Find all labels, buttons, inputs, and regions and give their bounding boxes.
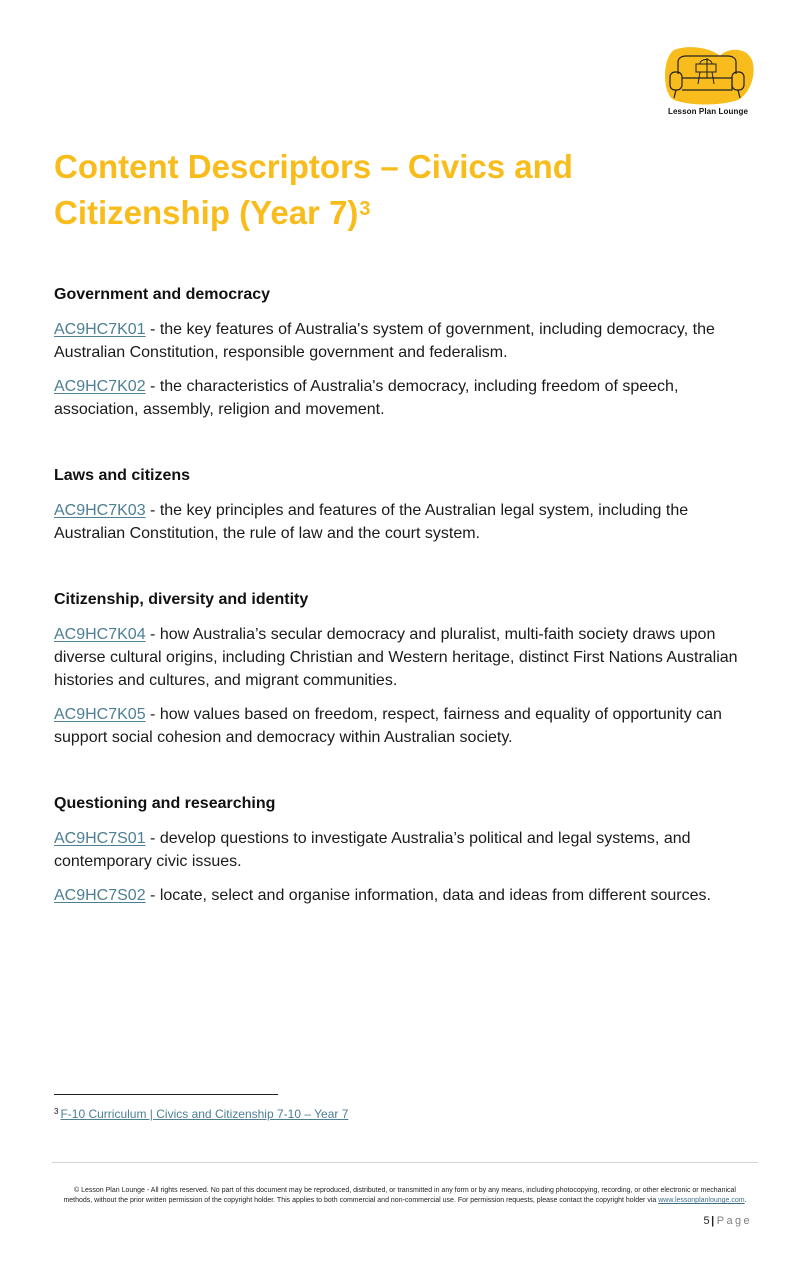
footnote-link[interactable]: F-10 Curriculum | Civics and Citizenship 7-10 – Year 7 bbox=[60, 1107, 349, 1121]
descriptor-code-link[interactable]: AC9HC7K02 bbox=[54, 378, 146, 395]
descriptor-text: - how values based on freedom, respect, fairness and equality of opportunity can support social cohesion and democracy within Australian society. bbox=[54, 706, 722, 746]
sofa-icon bbox=[660, 44, 756, 106]
copyright-end: . bbox=[744, 1197, 747, 1204]
page-word: Page bbox=[716, 1215, 752, 1227]
page-number-value: 5 bbox=[703, 1215, 711, 1227]
descriptor-code-link[interactable]: AC9HC7S01 bbox=[54, 830, 146, 847]
page-title bbox=[54, 144, 694, 236]
descriptor-code-link[interactable]: AC9HC7K05 bbox=[54, 706, 146, 723]
title-footnote-ref[interactable]: 3 bbox=[359, 198, 371, 220]
website-link[interactable]: www.lessonplanlounge.com bbox=[658, 1197, 745, 1204]
section-heading: Government and democracy bbox=[54, 286, 271, 303]
descriptor-text: - the key principles and features of the Australian legal system, including the Australian Constitution, the rule of law and the court system. bbox=[54, 502, 689, 542]
descriptor-item bbox=[54, 703, 754, 749]
section-questioning-and-researching bbox=[54, 793, 754, 907]
descriptor-content bbox=[54, 284, 754, 918]
descriptor-item bbox=[54, 318, 754, 364]
logo-text: Lesson Plan Lounge bbox=[667, 107, 749, 116]
page-number bbox=[704, 1214, 753, 1228]
descriptor-text: - the characteristics of Australia's democracy, including freedom of speech, association, assembly, religion and movement. bbox=[54, 378, 679, 418]
section-citizenship-diversity-identity bbox=[54, 589, 754, 749]
copyright-notice bbox=[60, 1186, 750, 1206]
section-heading: Citizenship, diversity and identity bbox=[54, 591, 309, 608]
descriptor-item bbox=[54, 827, 754, 873]
descriptor-text: - locate, select and organise information, data and ideas from different sources. bbox=[145, 887, 711, 904]
section-government-and-democracy bbox=[54, 284, 754, 421]
descriptor-text: - how Australia’s secular democracy and pluralist, multi-faith society draws upon diverse cultural origins, including Christian and Western heritage, distinct First Nations Australian histories and cultures, and migrant communities. bbox=[54, 626, 738, 689]
descriptor-text: - develop questions to investigate Australia’s political and legal systems, and contemporary civic issues. bbox=[54, 830, 691, 870]
descriptor-code-link[interactable]: AC9HC7S02 bbox=[54, 887, 146, 904]
footer-divider bbox=[52, 1162, 758, 1163]
copyright-text: © Lesson Plan Lounge - All rights reserved. No part of this document may be reproduced, distributed, or transmitted in any form or by any means, including photocopying, recording, or other electronic or mechanical methods, without the prior written permission of the copyright holder. This applies to both commercial and non-commercial use. For permission requests, please contact the copyright holder via bbox=[63, 1187, 736, 1204]
footnote bbox=[54, 1106, 348, 1122]
page-number-separator: | bbox=[711, 1215, 715, 1227]
descriptor-item bbox=[54, 375, 754, 421]
page-title-text: Content Descriptors – Civics and Citizenship (Year 7) bbox=[54, 148, 573, 231]
lesson-plan-lounge-logo bbox=[660, 44, 756, 120]
descriptor-item bbox=[54, 499, 754, 545]
descriptor-item bbox=[54, 623, 754, 692]
section-laws-and-citizens bbox=[54, 465, 754, 545]
section-heading: Laws and citizens bbox=[54, 467, 191, 484]
section-heading: Questioning and researching bbox=[54, 795, 276, 812]
footnote-divider bbox=[54, 1094, 278, 1095]
descriptor-code-link[interactable]: AC9HC7K01 bbox=[54, 321, 146, 338]
descriptor-code-link[interactable]: AC9HC7K03 bbox=[54, 502, 146, 519]
footnote-number: 3 bbox=[54, 1107, 59, 1116]
descriptor-item bbox=[54, 884, 754, 907]
descriptor-text: - the key features of Australia's system of government, including democracy, the Australian Constitution, responsible government and federalism. bbox=[54, 321, 715, 361]
descriptor-code-link[interactable]: AC9HC7K04 bbox=[54, 626, 146, 643]
